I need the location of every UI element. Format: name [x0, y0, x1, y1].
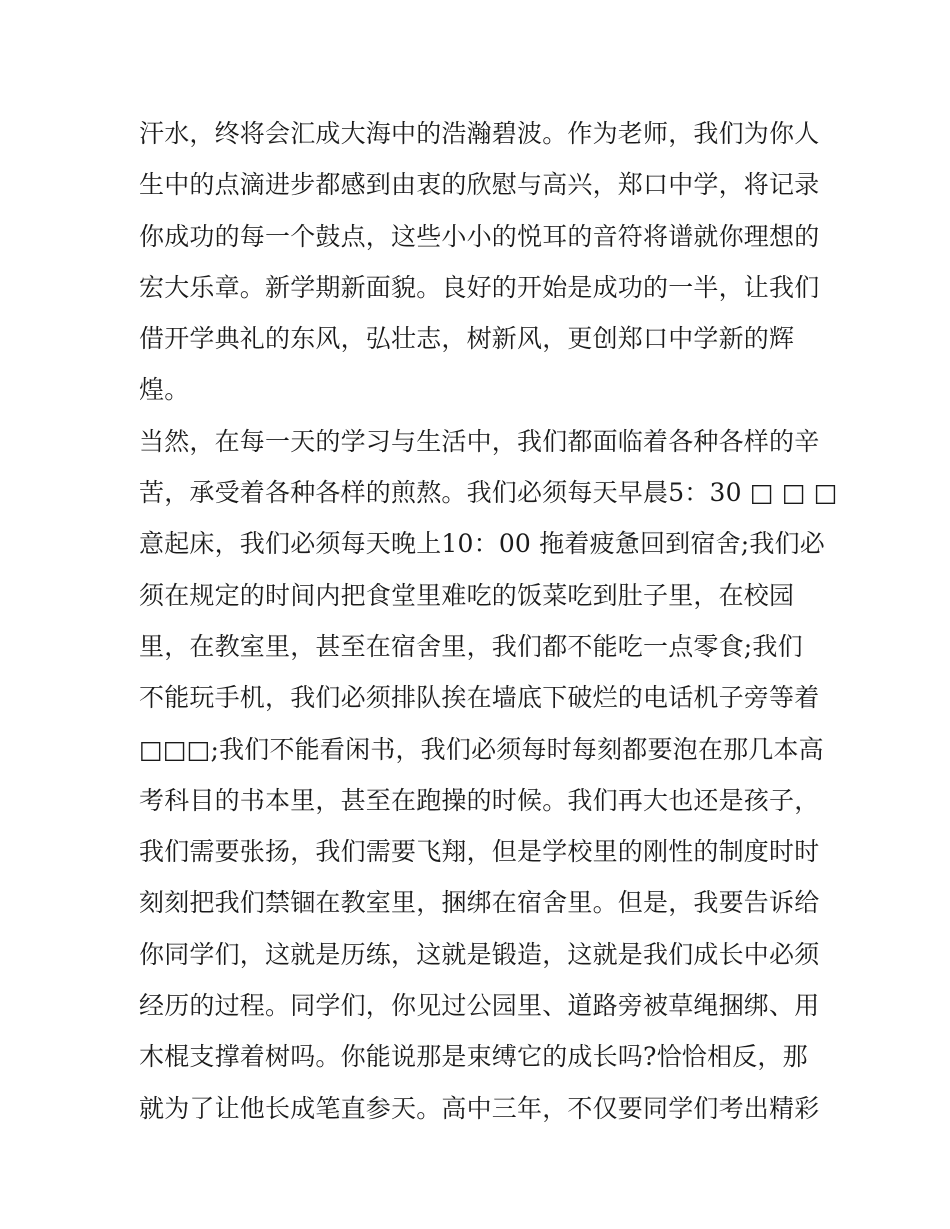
text-line: 不能玩手机，我们必须排队挨在墙底下破烂的电话机子旁等着: [139, 683, 820, 713]
text-line: 生中的点滴进步都感到由衷的欣慰与高兴，郑口中学，将记录: [139, 170, 820, 200]
text-line: 就为了让他长成笔直参天。高中三年，不仅要同学们考出精彩: [139, 1093, 820, 1123]
text-line: 考科目的书本里，甚至在跑操的时候。我们再大也还是孩子，: [139, 785, 820, 815]
text-line: 当然，在每一天的学习与生活中，我们都面临着各种各样的辛: [139, 426, 820, 456]
text-line: 意起床，我们必须每天晚上10：00 拖着疲惫回到宿舍;我们必: [139, 529, 825, 559]
text-line: 煌。: [139, 375, 190, 405]
text-line: 里，在教室里，甚至在宿舍里，我们都不能吃一点零食;我们: [139, 631, 803, 661]
text-line: 我们需要张扬，我们需要飞翔，但是学校里的刚性的制度时时: [139, 837, 820, 867]
text-line: 宏大乐章。新学期新面貌。良好的开始是成功的一半，让我们: [139, 272, 820, 302]
text-line: 你同学们，这就是历练，这就是锻造，这就是我们成长中必须: [139, 939, 820, 969]
text-line: □□□;我们不能看闲书，我们必须每时每刻都要泡在那几本高: [139, 734, 824, 764]
text-line: 刻刻把我们禁锢在教室里，捆绑在宿舍里。但是，我要告诉给: [139, 888, 820, 918]
text-line: 须在规定的时间内把食堂里难吃的饭菜吃到肚子里，在校园: [139, 580, 795, 610]
text-line: 经历的过程。同学们，你见过公园里、道路旁被草绳捆绑、用: [139, 991, 820, 1021]
text-line: 苦，承受着各种各样的煎熬。我们必须每天早晨5：30 □ □ □: [139, 478, 838, 508]
text-line: 木棍支撑着树吗。你能说那是束缚它的成长吗?恰恰相反，那: [139, 1042, 808, 1072]
text-line: 借开学典礼的东风，弘壮志，树新风，更创郑口中学新的辉: [139, 324, 795, 354]
text-line: 汗水，终将会汇成大海中的浩瀚碧波。作为老师，我们为你人: [139, 119, 820, 148]
body-text: [139, 108, 838, 1134]
text-line: 你成功的每一个鼓点，这些小小的悦耳的音符将谱就你理想的: [139, 221, 820, 251]
